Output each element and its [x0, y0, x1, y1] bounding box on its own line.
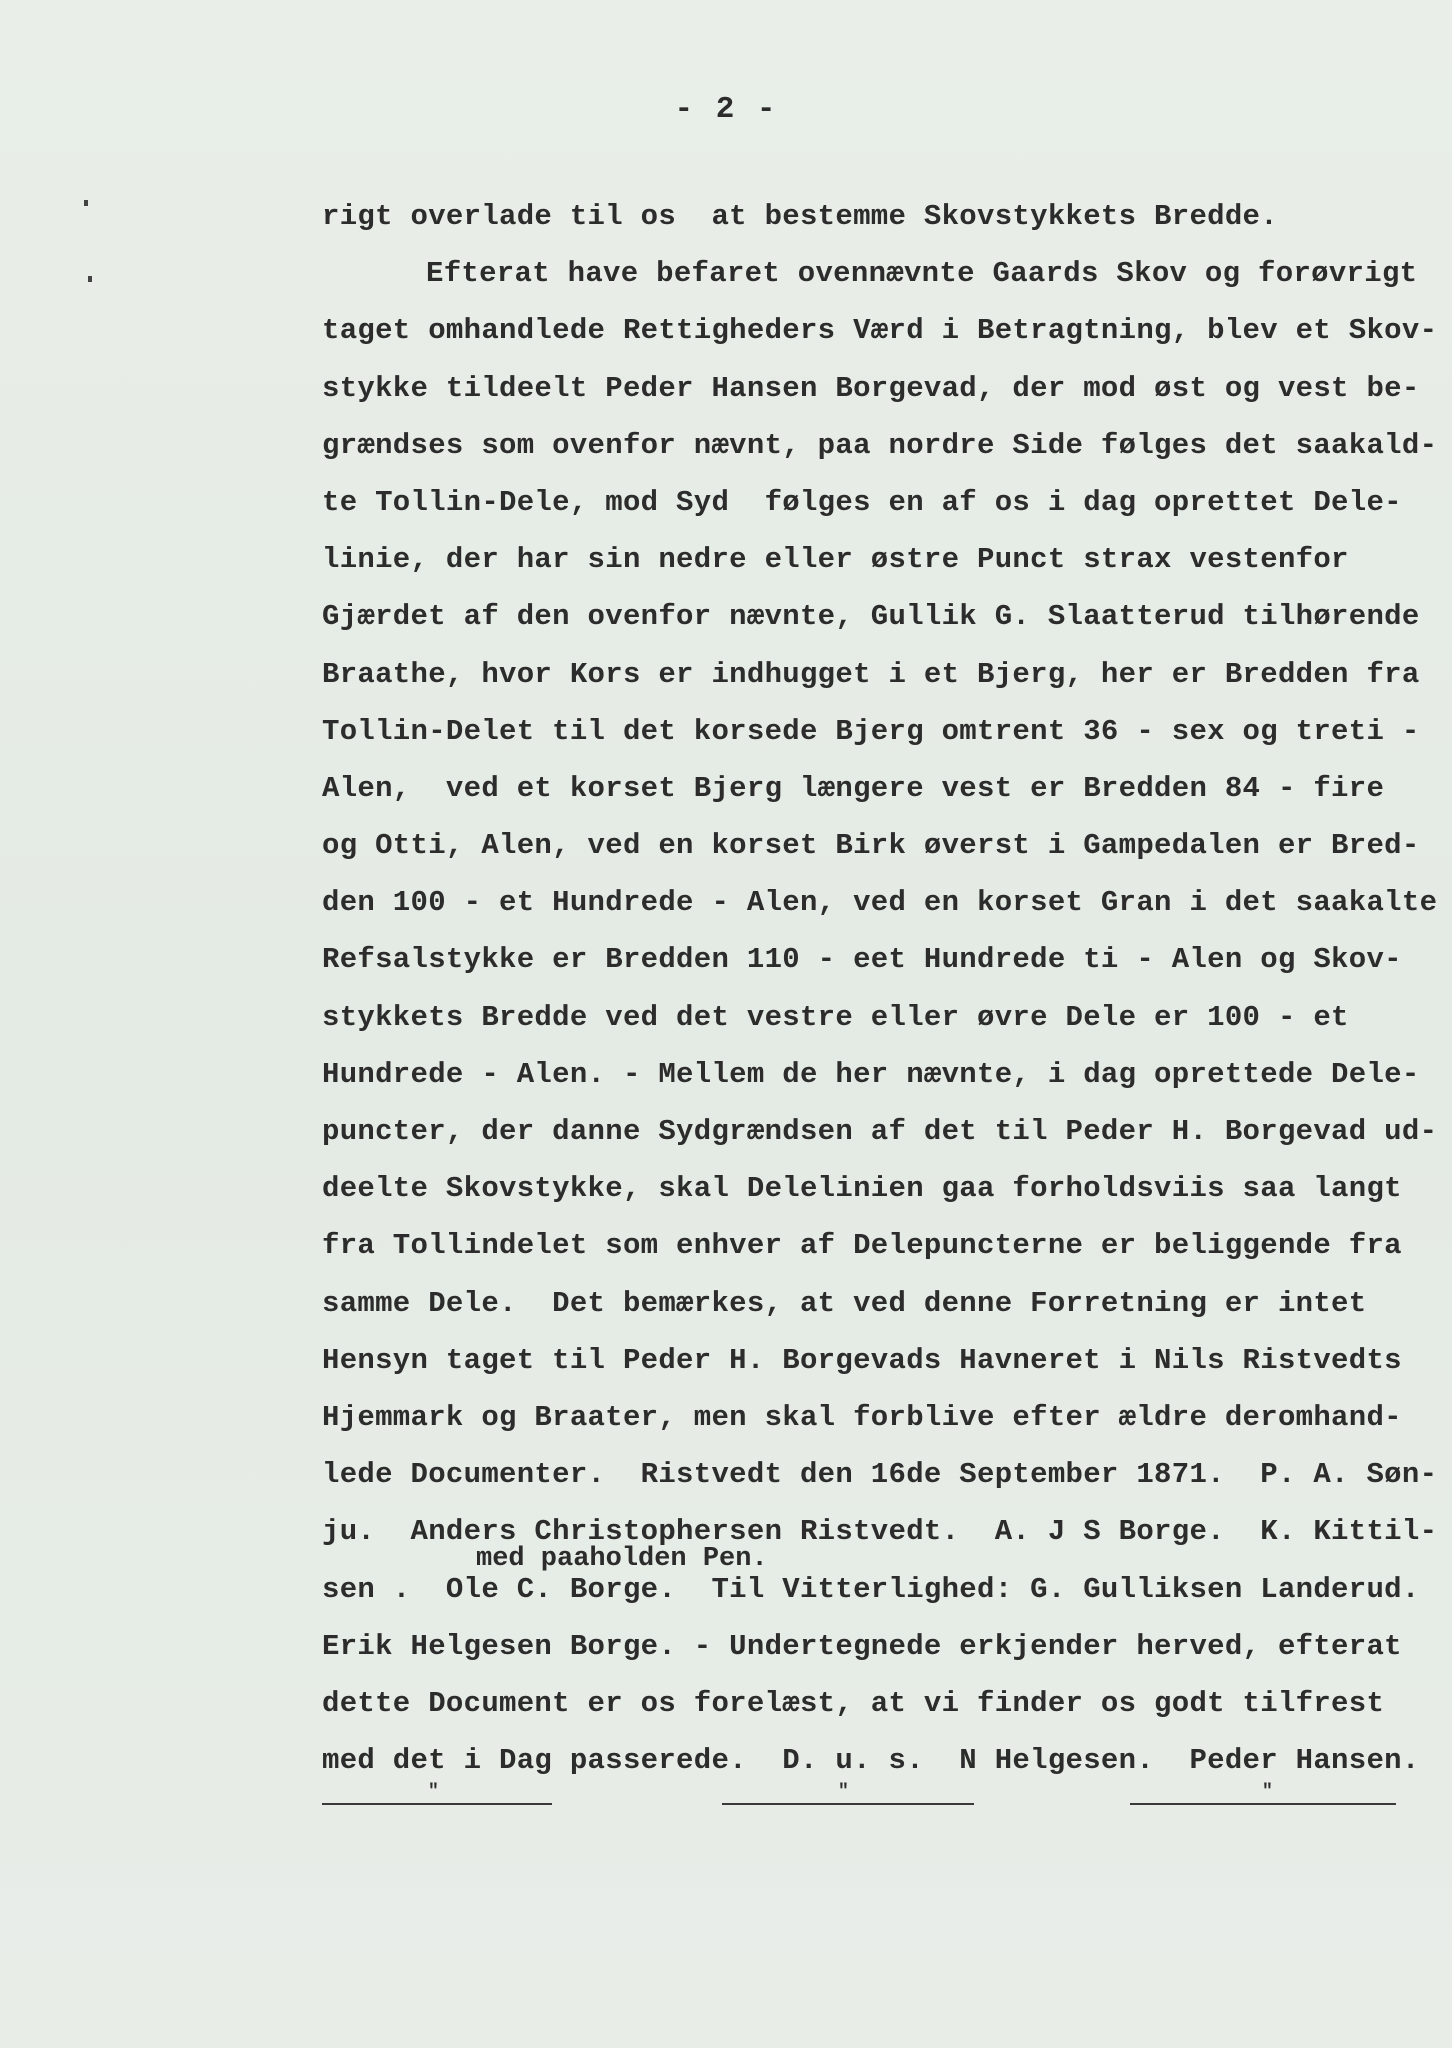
signature-line-left	[322, 1803, 552, 1805]
signature-line-right	[1130, 1803, 1396, 1805]
text-line: samme Dele. Det bemærkes, at ved denne Forretning er intet	[322, 1286, 1367, 1320]
text-line: den 100 - et Hundrede - Alen, ved en korset Gran i det saakalte	[322, 886, 1438, 920]
text-line: Tollin-Delet til det korsede Bjerg omtrent 36 - sex og treti -	[322, 714, 1420, 748]
text-line: Hundrede - Alen. - Mellem de her nævnte, i dag oprettede Dele-	[322, 1057, 1420, 1091]
text-line: taget omhandlede Rettigheders Værd i Betragtning, blev et Skov-	[322, 314, 1438, 348]
text-line: deelte Skovstykke, skal Delelinien gaa forholdsviis saa langt	[322, 1172, 1402, 1206]
text-line: sen . Ole C. Borge. Til Vitterlighed: G. Gulliksen Landerud.	[322, 1572, 1420, 1606]
text-line: Alen, ved et korset Bjerg længere vest er Bredden 84 - fire	[322, 771, 1385, 805]
text-line: grændses som ovenfor nævnt, paa nordre Side følges det saakald-	[322, 428, 1438, 462]
text-line: puncter, der danne Sydgrændsen af det til Peder H. Borgevad ud-	[322, 1115, 1438, 1148]
margin-dot-1	[84, 200, 88, 206]
signature-ditto-mark-center: "	[838, 1782, 849, 1802]
text-line: fra Tollindelet som enhver af Delepuncterne er beliggende fra	[322, 1229, 1402, 1263]
text-line: Erik Helgesen Borge. - Undertegnede erkjender herved, efterat	[322, 1629, 1402, 1663]
text-line: stykkets Bredde ved det vestre eller øvre Dele er 100 - et	[322, 1000, 1349, 1034]
signature-line-center	[722, 1803, 974, 1805]
text-line: Efterat have befaret ovennævnte Gaards Skov og forøvrigt	[426, 257, 1418, 291]
text-line: ju. Anders Christophersen Ristvedt. A. J S Borge. K. Kittil-	[322, 1515, 1438, 1549]
text-line: stykke tildeelt Peder Hansen Borgevad, der mod øst og vest be-	[322, 371, 1420, 405]
text-line: Gjærdet af den ovenfor nævnte, Gullik G. Slaatterud tilhørende	[322, 600, 1420, 634]
text-line: rigt overlade til os at bestemme Skovstykkets Bredde.	[322, 200, 1278, 233]
text-line: dette Document er os forelæst, at vi finder os godt tilfrest	[322, 1686, 1385, 1720]
text-line: lede Documenter. Ristvedt den 16de September 1871. P. A. Søn-	[322, 1458, 1438, 1492]
text-line: Hensyn taget til Peder H. Borgevads Havneret i Nils Ristvedts	[322, 1343, 1402, 1377]
signature-ditto-mark-left: "	[428, 1782, 439, 1802]
text-line: Braathe, hvor Kors er indhugget i et Bjerg, her er Bredden fra	[322, 657, 1420, 691]
text-line: linie, der har sin nedre eller østre Punct strax vestenfor	[322, 543, 1349, 577]
text-line: Hjemmark og Braater, men skal forblive efter ældre deromhand-	[322, 1400, 1402, 1434]
margin-dot-2	[88, 276, 92, 282]
signature-ditto-mark-right: "	[1262, 1782, 1273, 1802]
text-line: te Tollin-Dele, mod Syd følges en af os i dag oprettet Dele-	[322, 485, 1402, 519]
interline-note: med paaholden Pen.	[476, 1544, 768, 1574]
text-line: Refsalstykke er Bredden 110 - eet Hundrede ti - Alen og Skov-	[322, 943, 1402, 977]
text-line: og Otti, Alen, ved en korset Birk øverst i Gampedalen er Bred-	[322, 829, 1420, 863]
text-line: med det i Dag passerede. D. u. s. N Helgesen. Peder Hansen.	[322, 1744, 1420, 1778]
page-number: - 2 -	[674, 92, 778, 127]
